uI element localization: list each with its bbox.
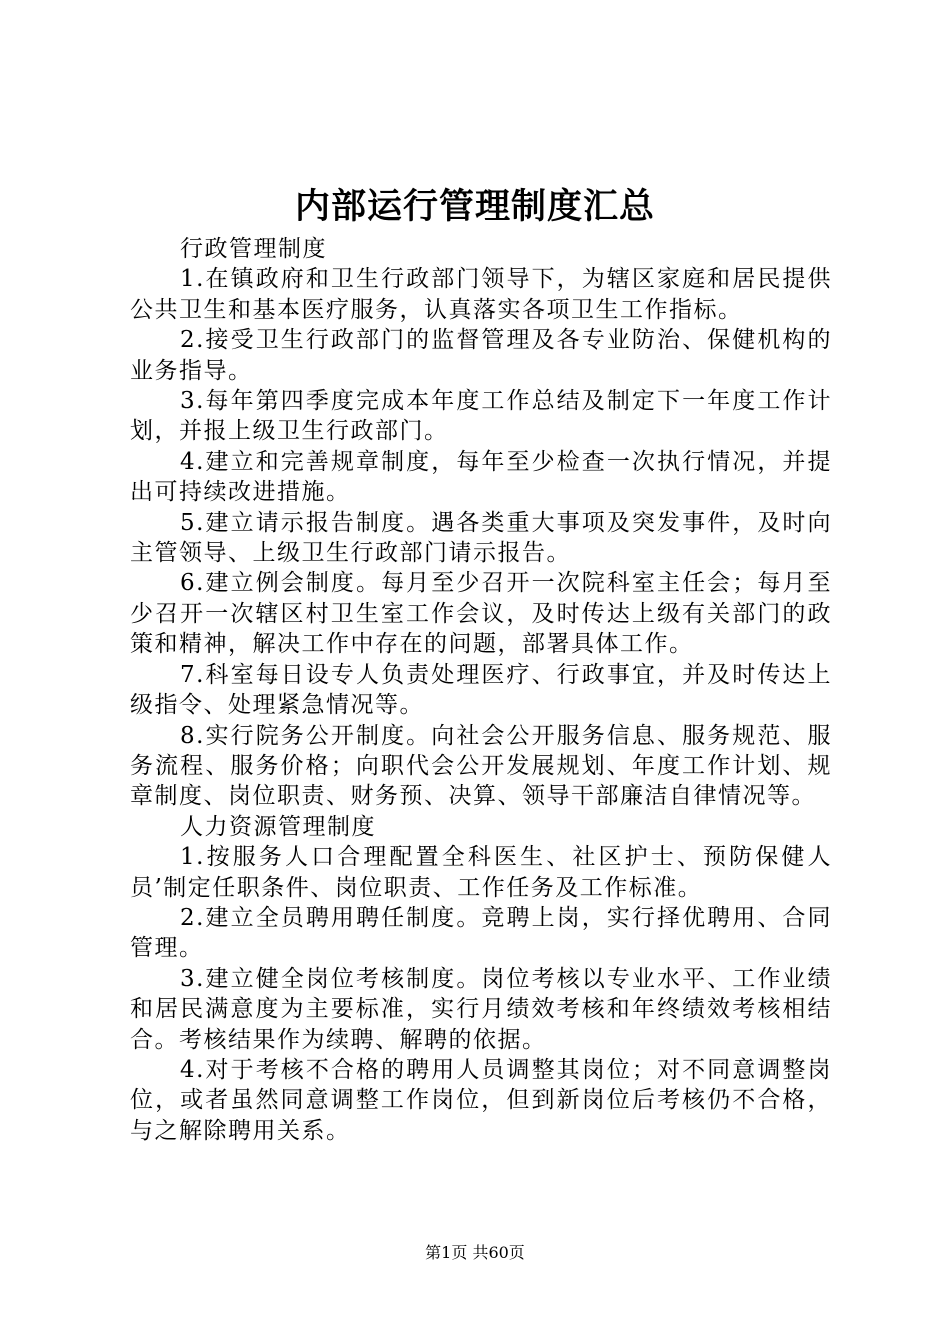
paragraph: 4.建立和完善规章制度，每年至少检查一次执行情况，并提出可持续改进措施。 [130,448,832,506]
section-heading-hr: 人力资源管理制度 [180,813,376,840]
paragraph: 4.对于考核不合格的聘用人员调整其岗位；对不同意调整岗位，或者虽然同意调整工作岗位，但到新岗位后考核仍不合格，与之解除聘用关系。 [130,1056,832,1144]
section-heading-admin: 行政管理制度 [180,236,327,262]
paragraph: 6.建立例会制度。每月至少召开一次院科室主任会；每月至少召开一次辖区村卫生室工作会议，及时传达上级有关部门的政策和精神，解决工作中存在的问题，部署具体工作。 [130,570,832,658]
document-body [130,234,832,1146]
page-footer: 第1页 共60页 [425,1243,525,1262]
paragraph: 1.在镇政府和卫生行政部门领导下，为辖区家庭和居民提供公共卫生和基本医疗服务，认真落实各项卫生工作指标。 [130,266,832,323]
paragraph: 5.建立请示报告制度。遇各类重大事项及突发事件，及时向主管领导、上级卫生行政部门请示报告。 [130,509,832,567]
paragraph: 7.科室每日设专人负责处理医疗、行政事宜，并及时传达上级指令、处理紧急情况等。 [130,661,832,719]
paragraph: 3.建立健全岗位考核制度。岗位考核以专业水平、工作业绩和居民满意度为主要标准，实行月绩效考核和年终绩效考核相结合。考核结果作为续聘、解聘的依据。 [130,965,832,1053]
paragraph: 8.实行院务公开制度。向社会公开服务信息、服务规范、服务流程、服务价格；向职代会公开发展规划、年度工作计划、规章制度、岗位职责、财务预、决算、领导干部廉洁自律情况等。 [130,722,832,810]
paragraph: 2.建立全员聘用聘任制度。竞聘上岗，实行择优聘用、合同管理。 [130,904,832,962]
paragraph: 3.每年第四季度完成本年度工作总结及制定下一年度工作计划，并报上级卫生行政部门。 [130,388,832,445]
paragraph: 1.按服务人口合理配置全科医生、社区护士、预防保健人员’制定任职条件、岗位职责、工作任务及工作标准。 [130,844,832,901]
document-title: 内部运行管理制度汇总 [294,186,655,227]
paragraph: 2.接受卫生行政部门的监督管理及各专业防治、保健机构的业务指导。 [130,327,832,384]
